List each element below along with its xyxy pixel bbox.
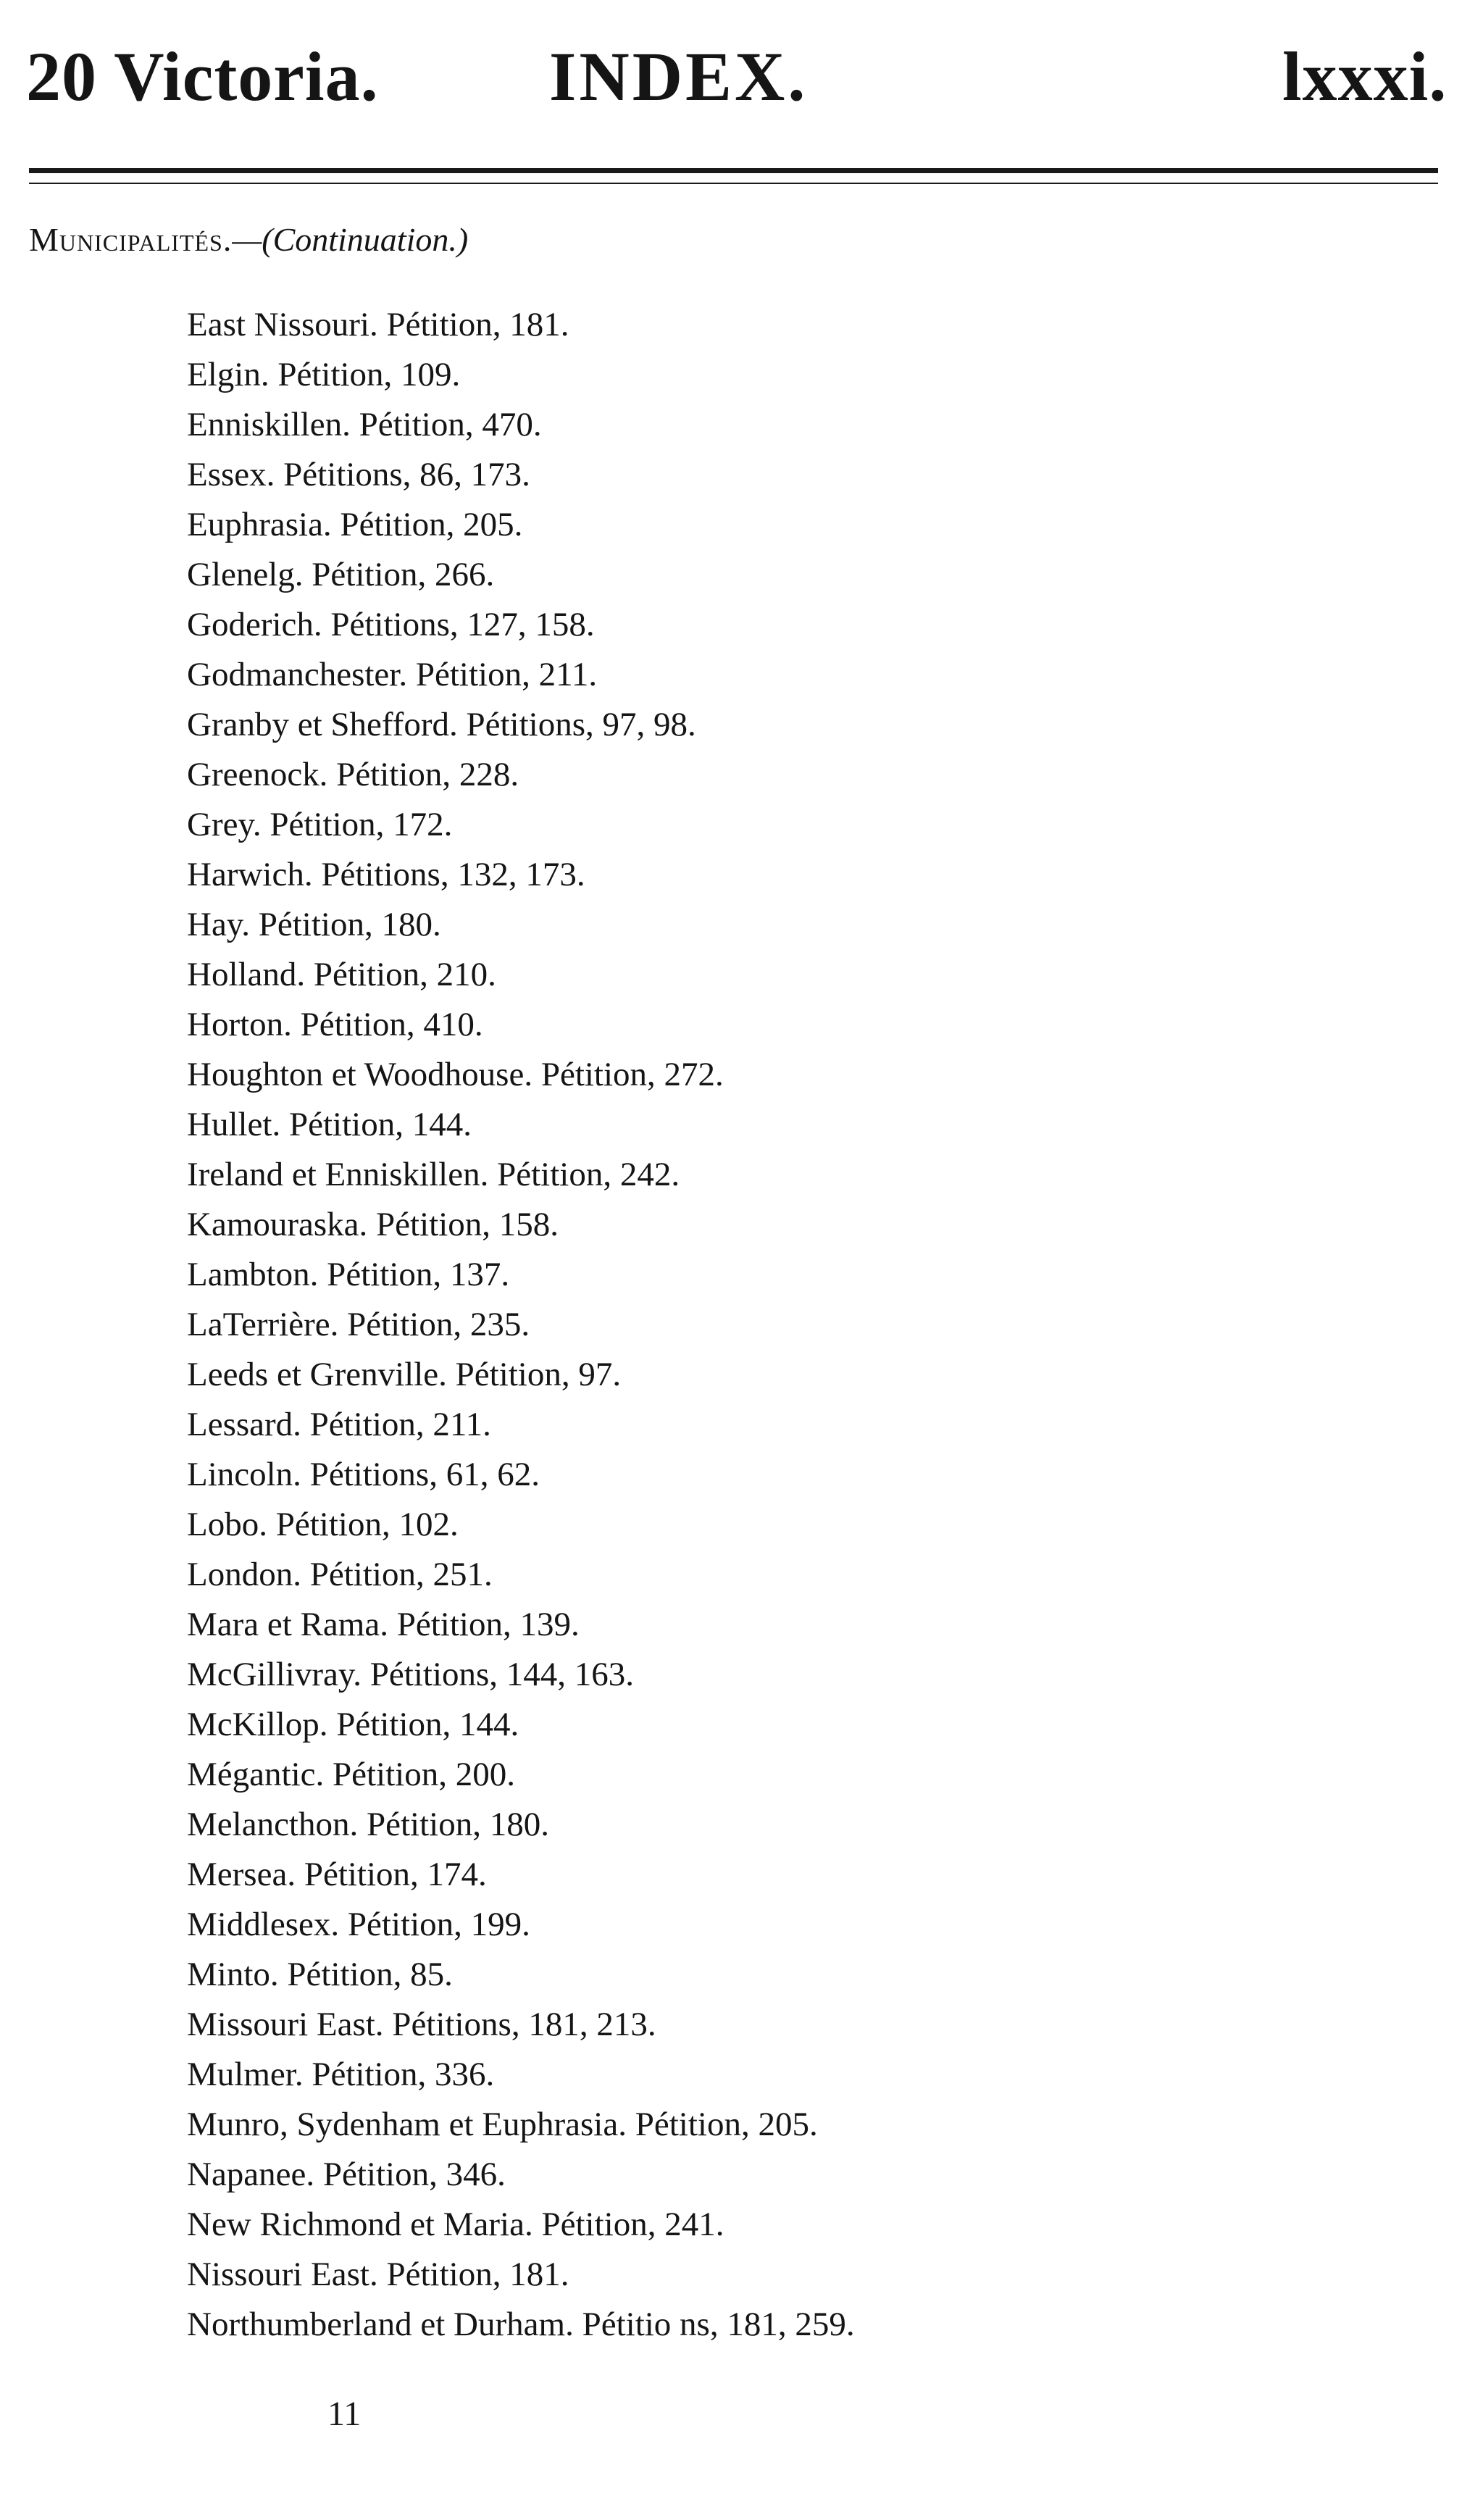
index-entry: Goderich. Pétitions, 127, 158. (187, 606, 595, 643)
index-entry: Hullet. Pétition, 144. (187, 1106, 472, 1143)
index-entry: LaTerrière. Pétition, 235. (187, 1306, 530, 1343)
index-entry: East Nissouri. Pétition, 181. (187, 306, 569, 343)
index-entry: Leeds et Grenville. Pétition, 97. (187, 1356, 622, 1393)
section-heading-continuation: —(Continuation.) (232, 221, 469, 258)
index-entry: Godmanchester. Pétition, 211. (187, 656, 598, 693)
index-entry: Missouri East. Pétitions, 181, 213. (187, 2006, 656, 2043)
page-number: 11 (327, 2395, 362, 2433)
index-entry: Essex. Pétitions, 86, 173. (187, 456, 530, 493)
index-entry: Mersea. Pétition, 174. (187, 1856, 487, 1893)
index-entry: Mara et Rama. Pétition, 139. (187, 1606, 580, 1643)
index-entry: Minto. Pétition, 85. (187, 1956, 453, 1993)
index-entry: Ireland et Enniskillen. Pétition, 242. (187, 1156, 680, 1193)
header-rule-thick (29, 168, 1438, 173)
index-entry: Northumberland et Durham. Pétitio ns, 181, 259. (187, 2306, 855, 2343)
index-entry: Melancthon. Pétition, 180. (187, 1806, 549, 1843)
index-entry: Grey. Pétition, 172. (187, 806, 453, 843)
index-entry: Mégantic. Pétition, 200. (187, 1756, 515, 1793)
index-entry: New Richmond et Maria. Pétition, 241. (187, 2206, 724, 2243)
index-entry: Harwich. Pétitions, 132, 173. (187, 856, 585, 893)
index-entry: Lambton. Pétition, 137. (187, 1256, 510, 1293)
index-entry: Kamouraska. Pétition, 158. (187, 1206, 559, 1243)
index-entry: Lincoln. Pétitions, 61, 62. (187, 1456, 540, 1493)
index-entry: Elgin. Pétition, 109. (187, 356, 461, 393)
running-header-title: INDEX. (549, 38, 809, 115)
index-entry: Nissouri East. Pétition, 181. (187, 2256, 569, 2293)
index-entry: Glenelg. Pétition, 266. (187, 556, 495, 593)
index-entry: McKillop. Pétition, 144. (187, 1706, 519, 1743)
index-entry: Horton. Pétition, 410. (187, 1006, 483, 1043)
index-entry: Hay. Pétition, 180. (187, 906, 441, 943)
index-entry: Napanee. Pétition, 346. (187, 2156, 506, 2193)
index-entry: Munro, Sydenham et Euphrasia. Pétition, 205. (187, 2106, 818, 2143)
index-entry: Houghton et Woodhouse. Pétition, 272. (187, 1056, 724, 1093)
index-entry: Mulmer. Pétition, 336. (187, 2056, 495, 2093)
index-entry: Greenock. Pétition, 228. (187, 756, 519, 793)
index-entry: Lobo. Pétition, 102. (187, 1506, 459, 1543)
running-header-page-numeral: lxxxi. (1282, 38, 1448, 115)
section-heading-title: Municipalités. (29, 221, 233, 258)
index-entry: London. Pétition, 251. (187, 1556, 493, 1593)
index-entry: McGillivray. Pétitions, 144, 163. (187, 1656, 635, 1693)
header-rule-thin (29, 183, 1438, 184)
index-entry: Lessard. Pétition, 211. (187, 1406, 491, 1443)
index-entry: Middlesex. Pétition, 199. (187, 1906, 530, 1943)
running-header-left: 20 Victoria. (26, 38, 379, 115)
index-entry: Euphrasia. Pétition, 205. (187, 506, 523, 543)
index-entry-list (187, 300, 855, 2350)
index-entry: Granby et Shefford. Pétitions, 97, 98. (187, 706, 696, 743)
index-entry: Enniskillen. Pétition, 470. (187, 406, 542, 443)
section-heading (29, 223, 468, 256)
index-entry: Holland. Pétition, 210. (187, 956, 496, 993)
